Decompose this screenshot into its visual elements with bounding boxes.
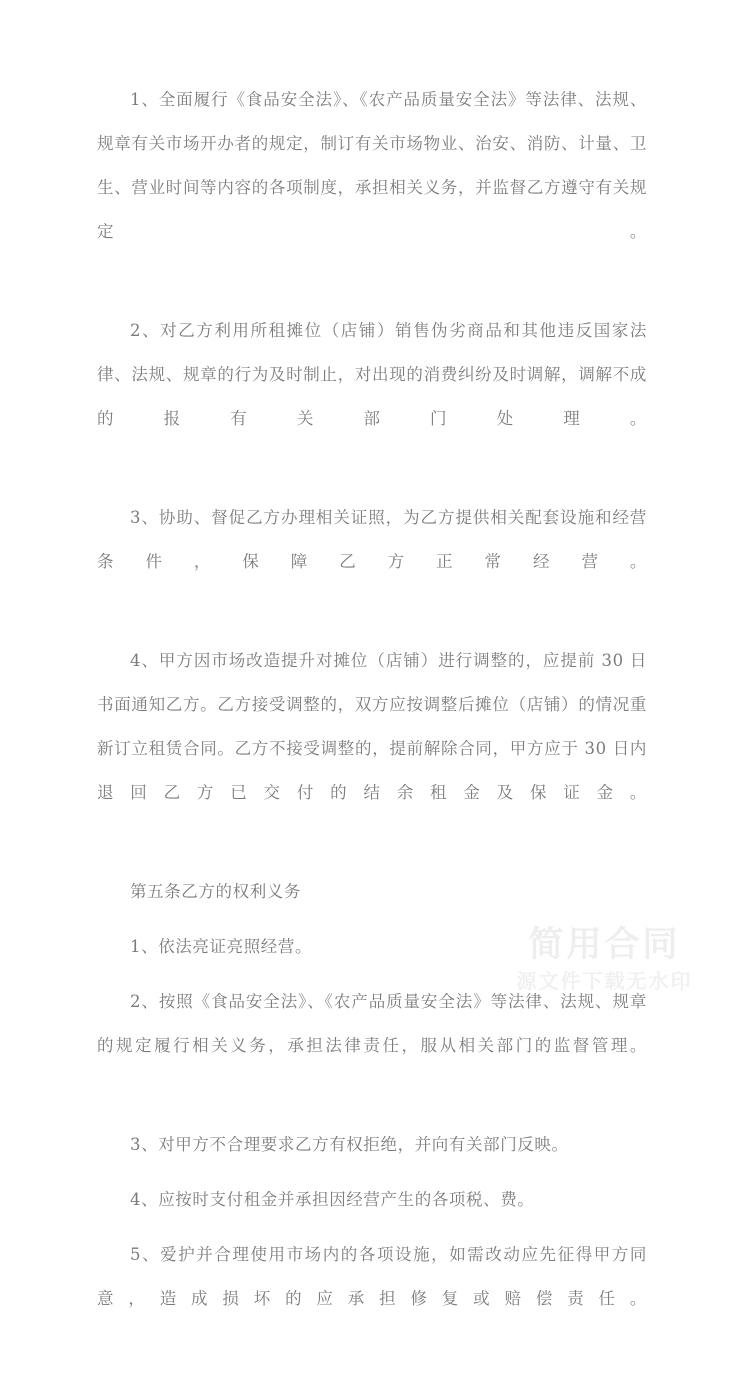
paragraph-party-a-item-2: 2、对乙方利用所租摊位（店铺）销售伪劣商品和其他违反国家法律、法规、规章的行为及时制止，对出现的消费纠纷及时调解，调解不成的报有关部门处理。 <box>97 321 647 428</box>
watermark-subtitle-text: 源文件下载无水印 <box>516 969 693 993</box>
paragraph-party-a-item-3: 3、协助、督促乙方办理相关证照，为乙方提供相关配套设施和经营条件，保障乙方正常经营。 <box>97 508 647 571</box>
paragraph-party-b-item-1: 1、依法亮证亮照经营。 <box>130 937 313 956</box>
document-body <box>97 78 647 1376</box>
paragraph-party-a-item-1: 1、全面履行《食品安全法》、《农产品质量安全法》等法律、法规、规章有关市场开办者的规定，制订有关市场物业、治安、消防、计量、卫生、营业时间等内容的各项制度，承担相关义务，并监督乙方遵守有关规定。 <box>97 90 647 241</box>
paragraph-party-b-item-4: 4、应按时支付租金并承担因经营产生的各项税、费。 <box>130 1190 535 1209</box>
heading-article-5: 第五条乙方的权利义务 <box>130 882 301 901</box>
paragraph-party-b-item-2: 2、按照《食品安全法》、《农产品质量安全法》等法律、法规、规章的规定履行相关义务，承担法律责任，服从相关部门的监督管理。 <box>97 992 647 1055</box>
paragraph-party-b-item-3: 3、对甲方不合理要求乙方有权拒绝，并向有关部门反映。 <box>130 1135 569 1154</box>
watermark-brand-text: 简用合同 <box>528 925 681 965</box>
paragraph-party-b-item-5: 5、爱护并合理使用市场内的各项设施，如需改动应先征得甲方同意，造成损坏的应承担修复或赔偿责任。 <box>97 1245 647 1308</box>
paragraph-party-a-item-4: 4、甲方因市场改造提升对摊位（店铺）进行调整的，应提前 30 日书面通知乙方。乙方接受调整的，双方应按调整后摊位（店铺）的情况重新订立租赁合同。乙方不接受调整的，提前解除合同，甲方应于 30 日内退回乙方已交付的结余租金及保证金。 <box>97 651 647 802</box>
